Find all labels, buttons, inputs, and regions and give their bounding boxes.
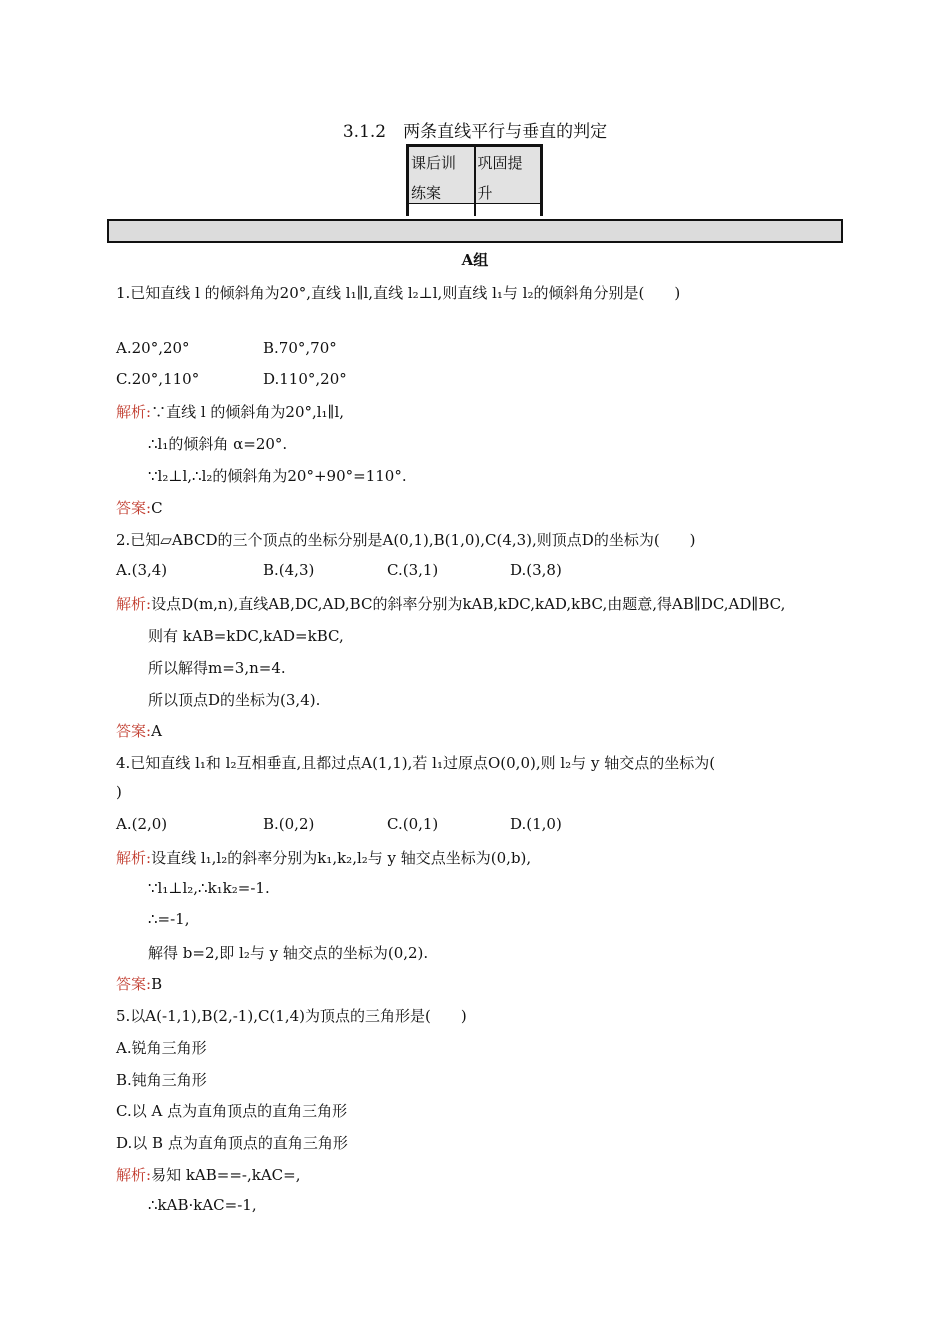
q5-option-a: A.锐角三角形 bbox=[116, 1039, 207, 1057]
q1-option-a: A.20°,20° bbox=[116, 339, 190, 357]
q1-option-d: D.110°,20° bbox=[263, 370, 347, 388]
q4-solution-line4: 解得 b=2,即 l₂与 y 轴交点的坐标为(0,2). bbox=[148, 944, 429, 962]
q2-option-a: A.(3,4) bbox=[116, 561, 168, 579]
page-title: 3.1.2 两条直线平行与垂直的判定 bbox=[342, 122, 608, 142]
tag-right-line2: 升 bbox=[477, 184, 493, 202]
solution-label: 解析: bbox=[116, 849, 152, 867]
answer-label: 答案: bbox=[116, 722, 152, 740]
q5-solution-text1: 易知 kAB==-,kAC=, bbox=[151, 1166, 301, 1184]
q4-option-d: D.(1,0) bbox=[510, 815, 562, 833]
q5-stem: 5.以A(-1,1),B(2,-1),C(1,4)为顶点的三角形是( ) bbox=[116, 1007, 467, 1025]
q4-stem-cont: ) bbox=[116, 783, 122, 801]
q1-answer-value: C bbox=[151, 499, 163, 517]
group-label: A组 bbox=[461, 251, 489, 269]
q1-solution-line1 bbox=[116, 401, 344, 422]
q2-option-b: B.(4,3) bbox=[263, 561, 315, 579]
q4-solution-line3: ∴=-1, bbox=[148, 910, 190, 928]
q4-answer-value: B bbox=[151, 975, 163, 993]
q2-answer-value: A bbox=[151, 722, 162, 740]
section-tag-table bbox=[406, 144, 543, 216]
q1-solution-line2: ∴l₁的倾斜角 α=20°. bbox=[148, 435, 288, 453]
q1-answer bbox=[116, 497, 163, 518]
q1-option-c: C.20°,110° bbox=[116, 370, 200, 388]
q1-solution-line3: ∵l₂⊥l,∴l₂的倾斜角为20°+90°=110°. bbox=[148, 467, 407, 485]
tag-left-line2: 练案 bbox=[411, 184, 442, 202]
tag-cell-footer bbox=[409, 203, 474, 216]
tag-cell-left bbox=[409, 147, 474, 216]
q1-stem: 1.已知直线 l 的倾斜角为20°,直线 l₁∥l,直线 l₂⊥l,则直线 l₁与 l₂的倾斜角分别是( ) bbox=[116, 284, 681, 302]
q2-solution-line3: 所以解得m=3,n=4. bbox=[148, 659, 286, 677]
q5-solution-line1 bbox=[116, 1164, 300, 1185]
q4-solution-line2: ∵l₁⊥l₂,∴k₁k₂=-1. bbox=[148, 879, 270, 897]
tag-right-line1: 巩固提 bbox=[477, 154, 523, 172]
q2-answer bbox=[116, 720, 162, 741]
tag-left-line1: 课后训 bbox=[411, 154, 457, 172]
answer-label: 答案: bbox=[116, 499, 152, 517]
q4-option-c: C.(0,1) bbox=[387, 815, 439, 833]
tag-cell-right bbox=[476, 147, 541, 216]
tag-cell-footer bbox=[476, 203, 541, 216]
solution-label: 解析: bbox=[116, 595, 152, 613]
q2-solution-text1: 设点D(m,n),直线AB,DC,AD,BC的斜率分别为kAB,kDC,kAD,kBC,由题意,得AB∥DC,AD∥BC, bbox=[151, 595, 786, 613]
q2-option-d: D.(3,8) bbox=[510, 561, 562, 579]
q4-answer bbox=[116, 973, 162, 994]
q4-option-a: A.(2,0) bbox=[116, 815, 168, 833]
section-band bbox=[107, 219, 843, 243]
answer-label: 答案: bbox=[116, 975, 152, 993]
q4-solution-line1 bbox=[116, 847, 531, 868]
q1-option-b: B.70°,70° bbox=[263, 339, 337, 357]
q5-option-c: C.以 A 点为直角顶点的直角三角形 bbox=[116, 1102, 348, 1120]
q2-stem: 2.已知▱ABCD的三个顶点的坐标分别是A(0,1),B(1,0),C(4,3),则顶点D的坐标为( ) bbox=[116, 531, 696, 549]
solution-label: 解析: bbox=[116, 403, 152, 421]
q5-option-b: B.钝角三角形 bbox=[116, 1071, 207, 1089]
q1-solution-text1: ∵直线 l 的倾斜角为20°,l₁∥l, bbox=[151, 403, 345, 421]
q2-option-c: C.(3,1) bbox=[387, 561, 439, 579]
q4-solution-text1: 设直线 l₁,l₂的斜率分别为k₁,k₂,l₂与 y 轴交点坐标为(0,b), bbox=[151, 849, 532, 867]
q2-solution-line4: 所以顶点D的坐标为(3,4). bbox=[148, 691, 321, 709]
q5-option-d: D.以 B 点为直角顶点的直角三角形 bbox=[116, 1134, 348, 1152]
q4-stem: 4.已知直线 l₁和 l₂互相垂直,且都过点A(1,1),若 l₁过原点O(0,0),则 l₂与 y 轴交点的坐标为( bbox=[116, 754, 716, 772]
q2-solution-line2: 则有 kAB=kDC,kAD=kBC, bbox=[148, 627, 344, 645]
solution-label: 解析: bbox=[116, 1166, 152, 1184]
q4-option-b: B.(0,2) bbox=[263, 815, 315, 833]
q5-solution-line2: ∴kAB·kAC=-1, bbox=[148, 1196, 257, 1214]
q2-solution-line1 bbox=[116, 593, 785, 614]
